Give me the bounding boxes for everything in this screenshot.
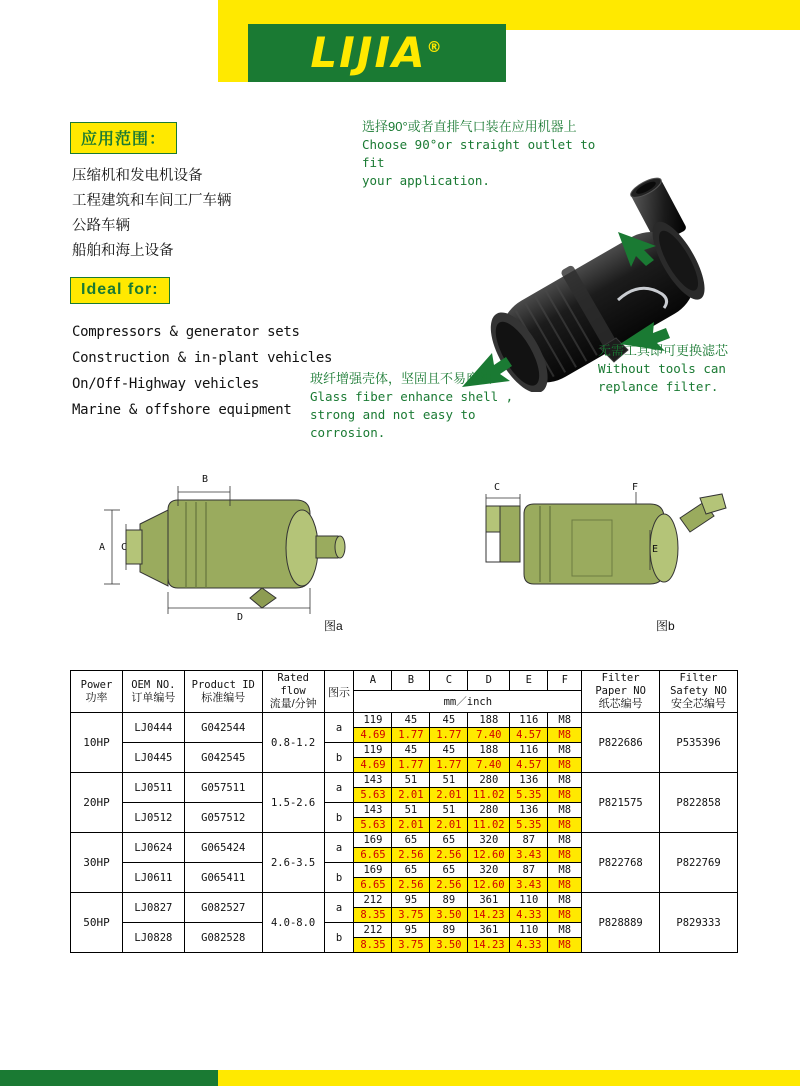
cell-dim-inch: 3.75 — [392, 908, 430, 923]
cell-dim: M8 — [548, 803, 582, 818]
cell-dim: 169 — [354, 863, 392, 878]
cell-dim: 65 — [392, 833, 430, 848]
th-f: F — [548, 671, 582, 691]
th-c: C — [430, 671, 468, 691]
cell-product-id: G082528 — [184, 923, 262, 953]
cell-dim-inch: 12.60 — [468, 878, 510, 893]
th-unit: mm／inch — [354, 690, 582, 712]
th-paper-en: Filter Paper NO — [595, 672, 646, 697]
cell-dim: 188 — [468, 713, 510, 728]
cell-filter-safety: P829333 — [660, 893, 738, 953]
cell-dim: 51 — [392, 803, 430, 818]
cell-dim-inch: 1.77 — [392, 728, 430, 743]
cell-product-id: G057511 — [184, 773, 262, 803]
application-title: 应用范围： — [70, 122, 177, 154]
cell-dim-inch: 3.50 — [430, 908, 468, 923]
cell-power: 50HP — [71, 893, 123, 953]
th-pid-cn: 标准编号 — [201, 691, 246, 704]
cell-dim-inch: 4.69 — [354, 758, 392, 773]
cell-dim-inch: M8 — [548, 848, 582, 863]
cell-dim: M8 — [548, 833, 582, 848]
cell-dim: 212 — [354, 893, 392, 908]
cell-figure: b — [324, 803, 354, 833]
note-shell-cn: 玻纤增强壳体，坚固且不易腐油 — [310, 371, 493, 386]
cell-product-id: G065411 — [184, 863, 262, 893]
cell-dim-inch: 2.01 — [430, 788, 468, 803]
note-outlet-cn: 选择90°或者直排气口装在应用机器上 — [362, 119, 577, 134]
cell-oem: LJ0827 — [122, 893, 184, 923]
cell-dim: 110 — [510, 923, 548, 938]
note-shell — [310, 370, 545, 442]
cell-dim-inch: 4.33 — [510, 908, 548, 923]
cell-dim-inch: 4.33 — [510, 938, 548, 953]
cell-filter-paper: P822686 — [582, 713, 660, 773]
cell-dim: 116 — [510, 713, 548, 728]
svg-text:F: F — [632, 482, 639, 493]
cell-figure: b — [324, 863, 354, 893]
note-tools-en1: Without tools can — [598, 361, 726, 376]
spec-table — [70, 670, 738, 953]
list-item: 公路车辆 — [72, 218, 130, 234]
figure-b-drawing — [486, 482, 726, 584]
cell-dim-inch: M8 — [548, 908, 582, 923]
cell-dim-inch: 14.23 — [468, 908, 510, 923]
cell-dim: 119 — [354, 743, 392, 758]
cell-dim: 188 — [468, 743, 510, 758]
cell-dim: 119 — [354, 713, 392, 728]
cell-product-id: G042545 — [184, 743, 262, 773]
note-shell-en2: strong and not easy to corrosion. — [310, 407, 476, 440]
cell-dim: 65 — [392, 863, 430, 878]
cell-dim: 45 — [392, 743, 430, 758]
cell-product-id: G082527 — [184, 893, 262, 923]
th-paper-cn: 纸芯编号 — [598, 698, 643, 710]
note-outlet-en2: your application. — [362, 173, 490, 188]
note-shell-en1: Glass fiber enhance shell , — [310, 389, 514, 404]
list-item: Marine & offshore equipment — [72, 402, 292, 418]
cell-product-id: G065424 — [184, 833, 262, 863]
ideal-for-title: Ideal for: — [70, 277, 170, 304]
cell-dim-inch: 3.43 — [510, 878, 548, 893]
cell-dim: 51 — [430, 803, 468, 818]
th-a: A — [354, 671, 392, 691]
table-row — [71, 893, 738, 908]
cell-flow: 0.8-1.2 — [262, 713, 324, 773]
table-header-row-en — [71, 671, 738, 691]
cell-dim-inch: 14.23 — [468, 938, 510, 953]
cell-dim-inch: 5.35 — [510, 788, 548, 803]
svg-text:B: B — [201, 474, 209, 485]
cell-figure: a — [324, 773, 354, 803]
cell-dim-inch: M8 — [548, 788, 582, 803]
cell-dim: 136 — [510, 803, 548, 818]
th-pid-en: Product ID — [191, 678, 255, 691]
cell-dim-inch: 6.65 — [354, 878, 392, 893]
application-list — [72, 164, 232, 264]
cell-power: 20HP — [71, 773, 123, 833]
cell-dim-inch: M8 — [548, 818, 582, 833]
svg-text:A: A — [98, 542, 106, 553]
cell-dim-inch: 1.77 — [392, 758, 430, 773]
brand-logo — [248, 24, 506, 82]
registered-mark: ® — [426, 38, 444, 56]
cell-dim-inch: 2.01 — [430, 818, 468, 833]
th-b: B — [392, 671, 430, 691]
cell-figure: a — [324, 893, 354, 923]
cell-dim-inch: 2.56 — [392, 878, 430, 893]
header-yellow-notch — [218, 24, 248, 82]
svg-text:D: D — [236, 612, 244, 623]
svg-text:C: C — [494, 482, 501, 493]
list-item: On/Off-Highway vehicles — [72, 376, 259, 392]
cell-dim: M8 — [548, 773, 582, 788]
cell-product-id: G057512 — [184, 803, 262, 833]
th-figure: 图示 — [324, 671, 354, 713]
spec-table-wrapper — [70, 670, 738, 953]
cell-dim: 361 — [468, 893, 510, 908]
th-oem-en: OEM NO. — [131, 678, 176, 691]
note-tools-cn: 无需工具即可更换滤芯 — [598, 343, 729, 358]
cell-dim-inch: 2.01 — [392, 788, 430, 803]
cell-filter-safety: P535396 — [660, 713, 738, 773]
cell-dim-inch: M8 — [548, 728, 582, 743]
cell-oem: LJ0828 — [122, 923, 184, 953]
cell-filter-safety: P822769 — [660, 833, 738, 893]
cell-dim-inch: 3.43 — [510, 848, 548, 863]
cell-product-id: G042544 — [184, 713, 262, 743]
cell-dim-inch: 4.57 — [510, 758, 548, 773]
note-tools-en2: replance filter. — [598, 379, 719, 394]
list-item: 船舶和海上设备 — [72, 243, 174, 259]
figure-b-label: 图b — [656, 619, 675, 633]
brand-name: LIJIA — [310, 28, 427, 77]
cell-dim-inch: M8 — [548, 938, 582, 953]
cell-power: 30HP — [71, 833, 123, 893]
cell-dim: 65 — [430, 833, 468, 848]
cell-filter-safety: P822858 — [660, 773, 738, 833]
cell-dim-inch: 11.02 — [468, 818, 510, 833]
figure-a-label: 图a — [324, 619, 343, 633]
cell-dim: 45 — [392, 713, 430, 728]
cell-dim-inch: 2.56 — [430, 878, 468, 893]
cell-oem: LJ0445 — [122, 743, 184, 773]
footer-green-band — [0, 1070, 218, 1086]
cell-flow: 2.6-3.5 — [262, 833, 324, 893]
cell-dim: M8 — [548, 863, 582, 878]
cell-dim: M8 — [548, 713, 582, 728]
figure-a-drawing — [99, 474, 345, 623]
cell-oem: LJ0511 — [122, 773, 184, 803]
th-power-cn: 功率 — [85, 691, 108, 704]
cell-dim: 361 — [468, 923, 510, 938]
cell-dim-inch: 4.57 — [510, 728, 548, 743]
cell-filter-paper: P822768 — [582, 833, 660, 893]
cell-dim-inch: 12.60 — [468, 848, 510, 863]
cell-dim: M8 — [548, 893, 582, 908]
cell-oem: LJ0624 — [122, 833, 184, 863]
cell-dim: 116 — [510, 743, 548, 758]
cell-dim-inch: 6.65 — [354, 848, 392, 863]
cell-dim-inch: 1.77 — [430, 758, 468, 773]
cell-dim: 212 — [354, 923, 392, 938]
cell-dim: 169 — [354, 833, 392, 848]
cell-dim: 143 — [354, 803, 392, 818]
cell-dim: 65 — [430, 863, 468, 878]
cell-flow: 4.0-8.0 — [262, 893, 324, 953]
cell-figure: a — [324, 713, 354, 743]
list-item: Compressors & generator sets — [72, 324, 300, 340]
svg-text:E: E — [652, 544, 659, 555]
cell-dim-inch: 3.75 — [392, 938, 430, 953]
cell-dim: 110 — [510, 893, 548, 908]
page-header — [0, 0, 800, 92]
list-item: 工程建筑和车间工厂车辆 — [72, 193, 232, 209]
cell-dim: 143 — [354, 773, 392, 788]
cell-dim-inch: 2.01 — [392, 818, 430, 833]
dimension-drawings — [0, 472, 800, 647]
th-flow-en: Rated flow — [277, 672, 309, 697]
cell-dim: M8 — [548, 743, 582, 758]
table-row — [71, 833, 738, 848]
cell-dim: 87 — [510, 833, 548, 848]
cell-dim: 320 — [468, 833, 510, 848]
cell-dim-inch: M8 — [548, 878, 582, 893]
cell-flow: 1.5-2.6 — [262, 773, 324, 833]
cell-dim: 89 — [430, 893, 468, 908]
cell-dim: 95 — [392, 893, 430, 908]
cell-power: 10HP — [71, 713, 123, 773]
cell-dim-inch: 5.63 — [354, 788, 392, 803]
cell-filter-paper: P828889 — [582, 893, 660, 953]
cell-dim-inch: 2.56 — [392, 848, 430, 863]
cell-dim-inch: 7.40 — [468, 758, 510, 773]
th-oem-cn: 订单编号 — [131, 691, 176, 704]
table-row — [71, 773, 738, 788]
cell-dim-inch: 5.63 — [354, 818, 392, 833]
cell-oem: LJ0444 — [122, 713, 184, 743]
note-outlet — [362, 118, 612, 190]
cell-dim-inch: 8.35 — [354, 908, 392, 923]
th-safety-en: Filter Safety NO — [670, 672, 727, 697]
cell-dim: M8 — [548, 923, 582, 938]
th-d: D — [468, 671, 510, 691]
svg-text:C: C — [120, 542, 128, 553]
cell-dim: 136 — [510, 773, 548, 788]
th-flow-cn: 流量/分钟 — [269, 698, 317, 710]
cell-dim: 280 — [468, 773, 510, 788]
list-item: Construction & in-plant vehicles — [72, 350, 333, 366]
cell-dim-inch: 7.40 — [468, 728, 510, 743]
cell-oem: LJ0512 — [122, 803, 184, 833]
cell-dim-inch: M8 — [548, 758, 582, 773]
cell-dim-inch: 8.35 — [354, 938, 392, 953]
cell-dim: 51 — [392, 773, 430, 788]
cell-dim: 51 — [430, 773, 468, 788]
cell-figure: a — [324, 833, 354, 863]
cell-dim: 89 — [430, 923, 468, 938]
cell-dim: 45 — [430, 713, 468, 728]
note-outlet-en1: Choose 90°or straight outlet to fit — [362, 137, 596, 170]
table-row — [71, 713, 738, 728]
ideal-for-list — [72, 319, 332, 423]
cell-dim: 280 — [468, 803, 510, 818]
cell-dim: 95 — [392, 923, 430, 938]
cell-figure: b — [324, 743, 354, 773]
list-item: 压缩机和发电机设备 — [72, 168, 203, 184]
th-safety-cn: 安全芯编号 — [671, 698, 727, 710]
cell-dim-inch: 11.02 — [468, 788, 510, 803]
cell-figure: b — [324, 923, 354, 953]
note-tools — [598, 342, 788, 396]
cell-dim-inch: 5.35 — [510, 818, 548, 833]
th-e: E — [510, 671, 548, 691]
cell-dim-inch: 1.77 — [430, 728, 468, 743]
cell-dim: 87 — [510, 863, 548, 878]
cell-dim: 45 — [430, 743, 468, 758]
intro-section — [0, 92, 800, 472]
cell-dim-inch: 2.56 — [430, 848, 468, 863]
cell-dim-inch: 4.69 — [354, 728, 392, 743]
cell-oem: LJ0611 — [122, 863, 184, 893]
cell-dim: 320 — [468, 863, 510, 878]
cell-filter-paper: P821575 — [582, 773, 660, 833]
th-power-en: Power — [80, 678, 113, 691]
cell-dim-inch: 3.50 — [430, 938, 468, 953]
